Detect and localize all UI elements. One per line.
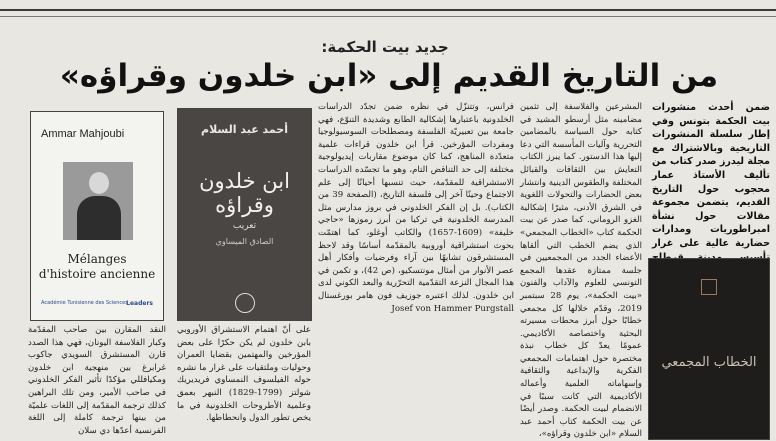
- column-4: [177, 324, 311, 438]
- column-5-text: النقد المقارن بين صاحب المقدّمة وكبار الفلاسفة اليونان، فهي هذا الصدد قارن المستشرق السويدي جاكوب غرابرغ بين منهجية ابن خلدون ومكيافللي مؤكدًا تأثير الفكر الخلدوني في صاحب الأمير، ومن تلك البراهين كذلك ترجمة المقدّمة إلى اللغات علميّة من بينها ترجمة كاملة إلى اللغة الفرنسية أعدّها دي سلان: [28, 325, 166, 436]
- book-title: Mélanges d'histoire ancienne: [38, 252, 156, 281]
- book-cover-ibn-khaldun: [177, 108, 312, 321]
- column-1: [652, 101, 770, 257]
- book-title: الخطاب المجمعي: [661, 355, 757, 370]
- book-cover-melanges: [30, 111, 164, 321]
- article-headline: من التاريخ القديم إلى «ابن خلدون وقراؤه»: [59, 58, 719, 94]
- book-author: أحمد عبد السلام: [201, 123, 288, 136]
- column-2: [520, 101, 642, 438]
- column-3-text: فرانس، وتتنزّل في نظره ضمن تجدّد الدراسات الخلدونية باعتبارها إشكالية الطابع وشديدة التنوّع، فهي جامعة بين تعبيريّة الفلسفة ومصطلحات السوسيولوجيا ومفردات المؤرخين. قرأ ابن خلدون قراءات علمية متعدّدة المناهج، كما كان موضوع مقاربات إيديولوجية مختلفة إلى حد التناقض التام، وهو ما تجسّده الدراسات الاستشراقية للمقدّمة، حيث تنسبها أحيانًا إلى علم الاجتماع وحينًا آخر إلى فلسفة التاريخ، (الصفحة 39 من الكتاب). بل إن الفكر الخلدوني في بروز مدارس مثل المدرسة الخلدونية في تركيا من أبرز رموزها «حاجي خليفة» (1609-1657) والكاتب أوغلو، كما اهتمّت بحوث استشراقية أوروبية بالمقدّمة أساسًا وقد لاحظ المستشرقون تشابهًا بين آراء وفرضيات وأفكار أهل عصر الأنوار من أمثال مونتسكيو، (ص 42)، و تكمن في هذا المجال النزعة التقدّمية التحرّرية والبعد الكوني لدى ابن خلدون. لذلك اعتبره جوزيف فون هامر بورغستال Josef von Hammer Purgstall: [318, 102, 514, 314]
- book-subtitle: تعريب: [232, 221, 257, 231]
- top-rule: [0, 9, 776, 11]
- book-translator: الصادق الميساوي: [215, 237, 274, 246]
- book-author: Ammar Mahjoubi: [41, 128, 125, 140]
- book-title: ابن خلدون وقراؤه: [199, 169, 290, 217]
- column-4-text: على أنّ اهتمام الاستشراق الأوروبي بابن خلدون لم يكن حكرًا على بعض المؤرخين والمهتمين بقضايا العمران وحوليات وملتقيات على غرار ما نشره حوله الفيلسوف النمساوي فريديريك شولتز (1799-1829) النبهر بعمق وعلمية الأطروحات الخلدونية في ما يخص تطور الدول وانحطاطها.: [177, 325, 311, 424]
- column-5: [28, 324, 166, 438]
- publisher-name: Académie Tunisienne des Sciences: [41, 300, 128, 306]
- top-rule-thin: [0, 16, 776, 17]
- column-3: [318, 101, 514, 438]
- author-photo: [63, 162, 133, 240]
- column-2-text: المشرعين والفلاسفة إلى تثمين مضامينه مثل أرسطو المشيد في كتابه حول السياسة بالمضامين التحررية وآليات المأسسة التي دعا إليها هذا الدستور. كما يبرز الكتاب التعايش بين الثقافات والقبائل المختلفة والطقوس الدينية وانتشار بعض الحضارات والتحولات اللغوية في الشرق الأدنى، مثيرًا إشكالية الغزو الروماني. كما صدر عن بيت الحكمة كتاب «الخطاب المجمعي» الذي يضم الخطب التي ألقاها الأعضاء الجدد من المجمعيين في جلسة ممتازة عقدها المجمع التونسي للعلوم والآداب والفنون «بيت الحكمة»، يوم 28 سبتمبر 2019، وقدّم خلالها كل مجمعي خطابًا حول أبرز محطات مسيرته البحثية واختصاصه الأكاديمي. عمومًا يعدّ كل خطاب نبذة مختصرة حول اهتمامات المجمعي الفكرية والإبداعية والثقافية وإسهاماته العلمية وأعماله الأكاديمية التي كانت سببًا في الانضمام لبيت الحكمة. وصدر أيضًا عن بيت الحكمة كتاب أحمد عبد السلام «ابن خلدون وقراؤه»،: [520, 102, 642, 440]
- book-cover-collective-speech: [648, 258, 770, 440]
- lead-paragraph: ضمن أحدث منشورات بيت الحكمة بتونس وفي إطار سلسلة المنشورات التاريخية وبالاشتراك مع مجلة ليدرز صدر كتاب من تأليف الأستاذ عمار محجوب حول التاريخ القديم، يتضمن مجموعة مقالات حول نشأة امبراطوريات ومدارات حضارية عالية على غرار: [652, 102, 770, 249]
- publisher-logo-icon: [235, 293, 255, 313]
- emblem-icon: [701, 279, 717, 295]
- article-kicker: جديد بيت الحكمة:: [321, 38, 449, 56]
- publisher-logo: Leaders: [126, 300, 153, 307]
